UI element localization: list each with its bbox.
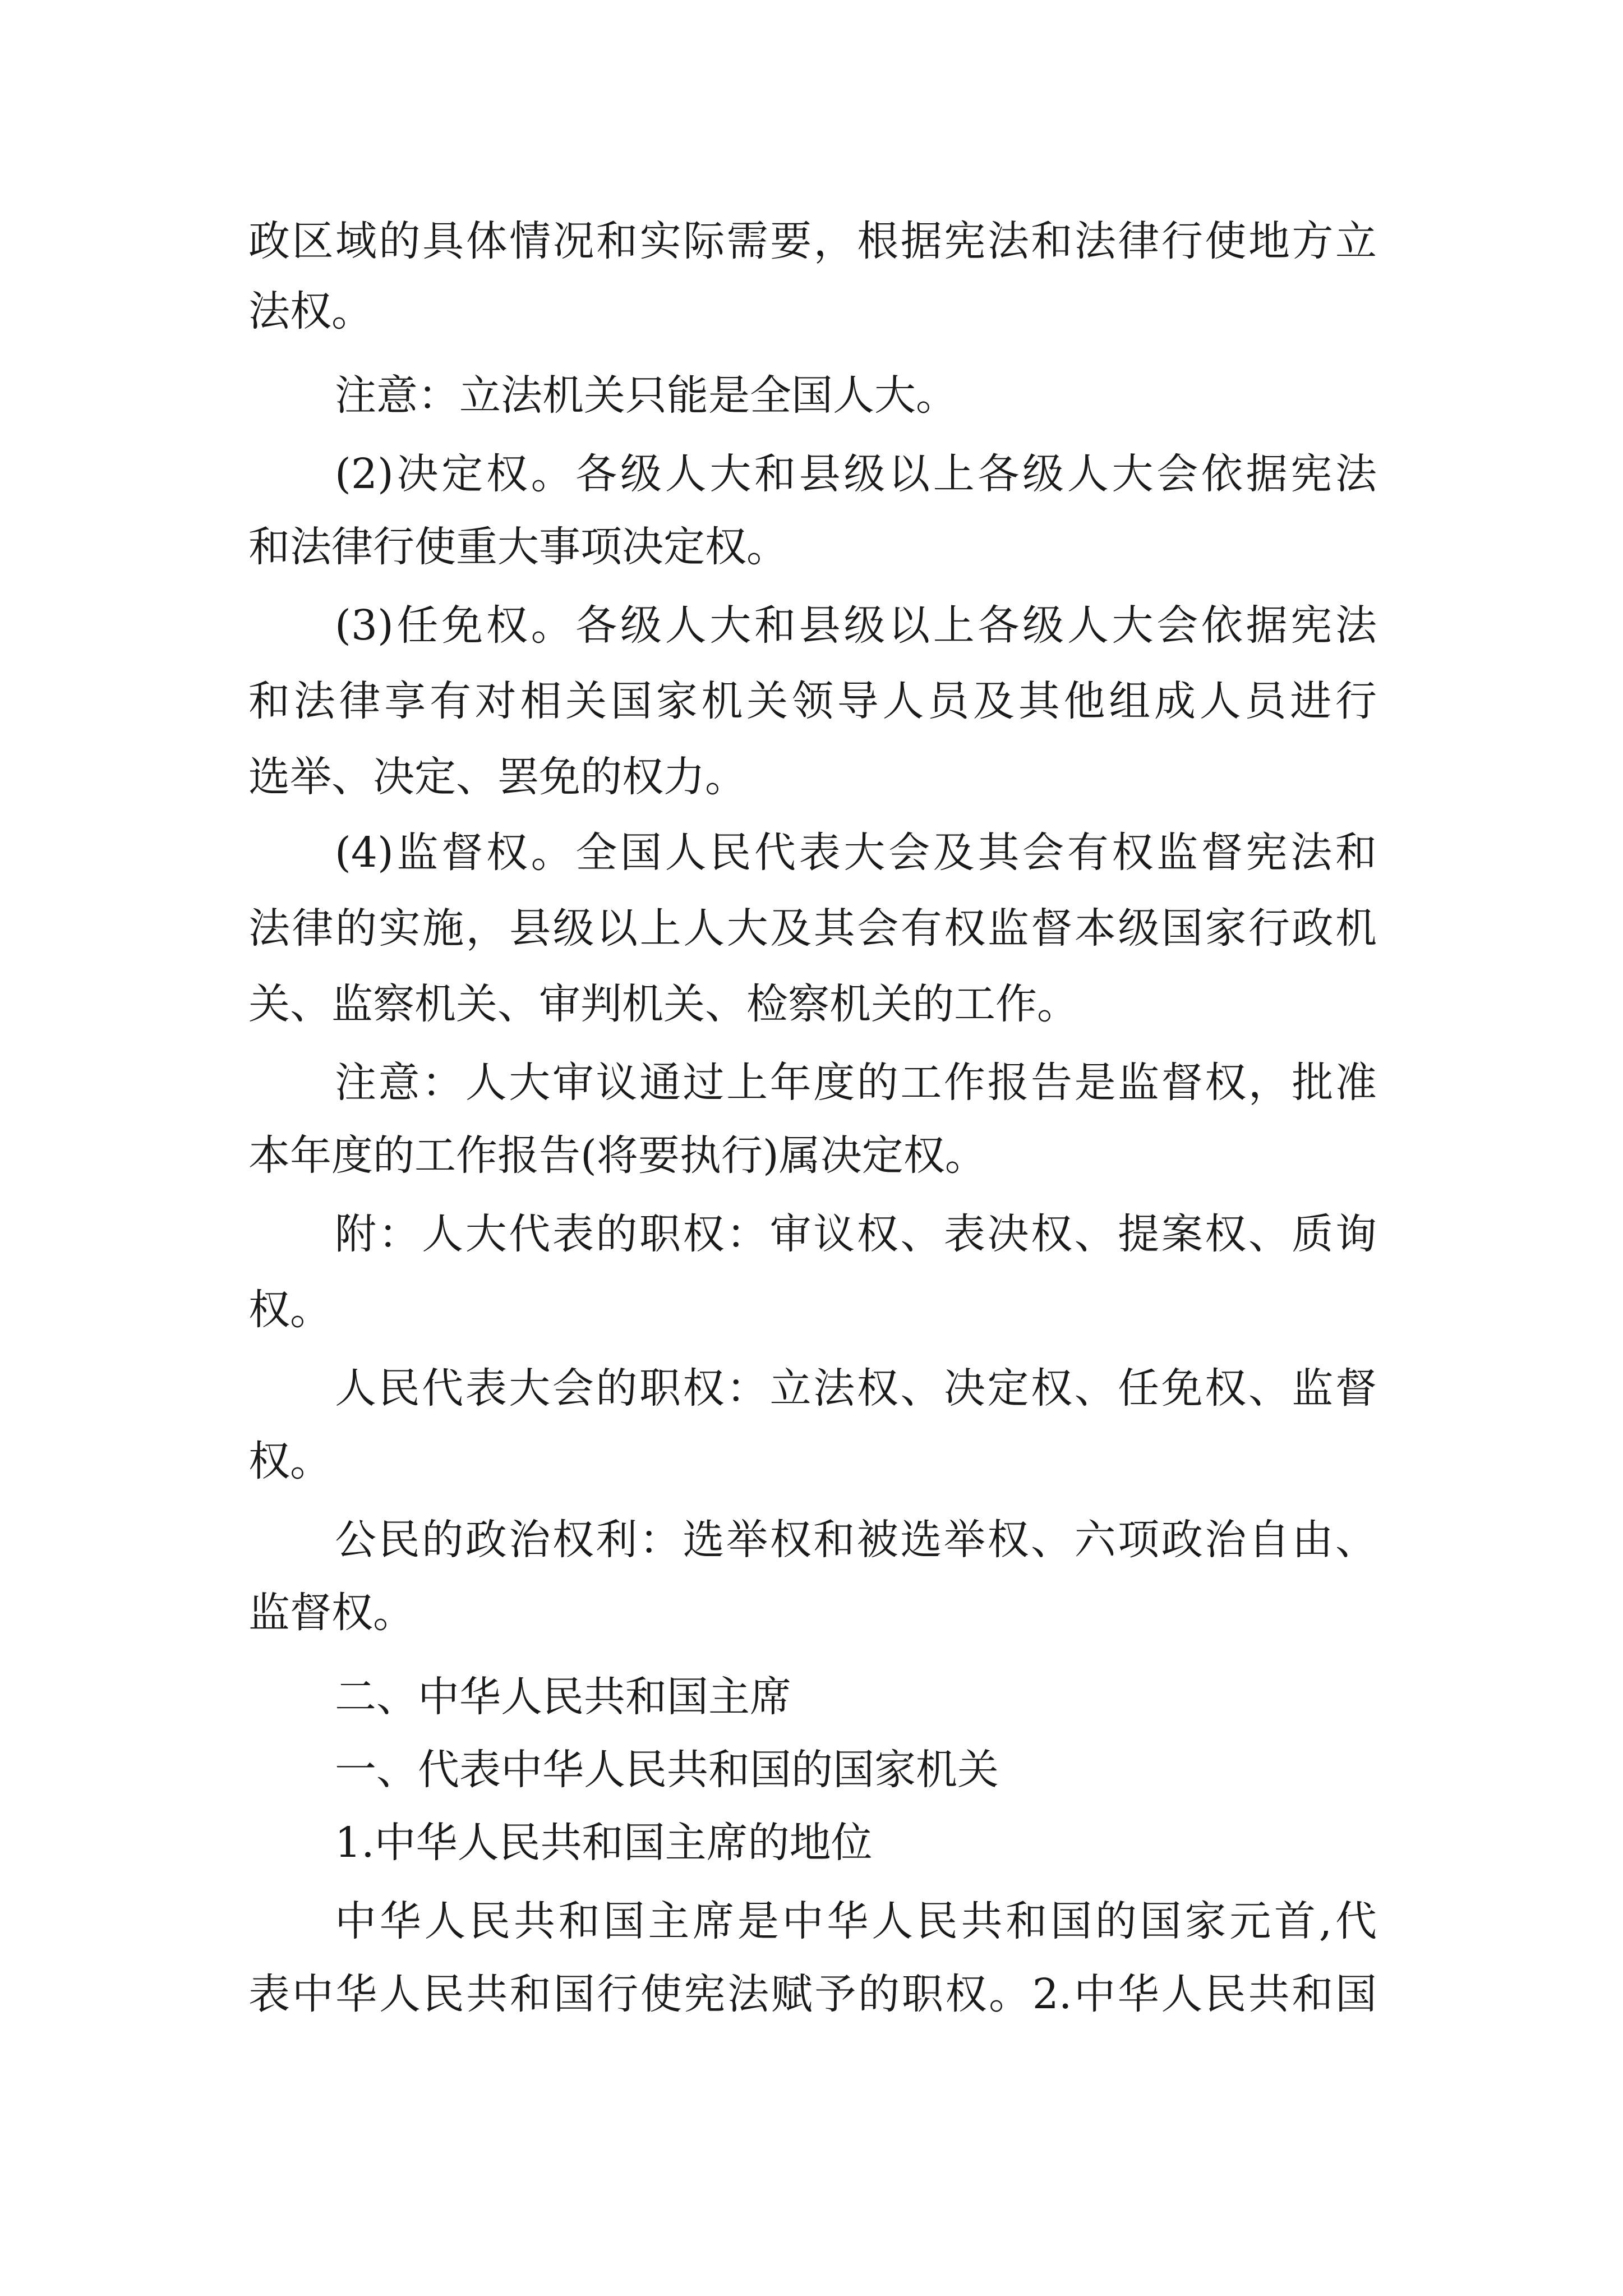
text-line-22: 1.中华人民共和国主席的地位	[335, 1819, 873, 1867]
text-line-18: 公民的政治权利：选举权和被选举权、六项政治自由、	[335, 1516, 1377, 1564]
text-line-24: 表中华人民共和国行使宪法赋予的职权。2.中华人民共和国	[248, 1970, 1377, 2018]
text-line-2: 法权。	[248, 287, 373, 335]
text-line-17: 权。	[248, 1437, 331, 1485]
text-line-15: 权。	[248, 1286, 331, 1334]
text-line-1: 政区域的具体情况和实际需要，根据宪法和法律行使地方立	[248, 217, 1377, 265]
text-line-21: 一、代表中华人民共和国的国家机关	[335, 1746, 999, 1794]
text-line-12: 注意：人大审议通过上年度的工作报告是监督权，批准	[335, 1059, 1377, 1107]
text-line-16: 人民代表大会的职权：立法权、决定权、任免权、监督	[335, 1364, 1377, 1412]
text-line-6: (3)任免权。各级人大和县级以上各级人大会依据宪法	[335, 601, 1377, 650]
text-line-11: 关、监察机关、审判机关、检察机关的工作。	[248, 980, 1078, 1028]
text-line-7: 和法律享有对相关国家机关领导人员及其他组成人员进行	[248, 677, 1377, 725]
text-line-4: (2)决定权。各级人大和县级以上各级人大会依据宪法	[335, 450, 1377, 498]
text-line-8: 选举、决定、罢免的权力。	[248, 753, 746, 801]
text-line-20: 二、中华人民共和国主席	[335, 1673, 791, 1721]
text-line-23: 中华人民共和国主席是中华人民共和国的国家元首,代	[335, 1897, 1377, 1945]
text-line-14: 附：人大代表的职权：审议权、表决权、提案权、质询	[335, 1210, 1377, 1258]
text-line-13: 本年度的工作报告(将要执行)属决定权。	[248, 1131, 986, 1180]
text-line-5: 和法律行使重大事项决定权。	[248, 523, 788, 571]
text-line-3: 注意：立法机关只能是全国人大。	[335, 371, 957, 420]
text-line-19: 监督权。	[248, 1589, 414, 1637]
text-line-9: (4)监督权。全国人民代表大会及其会有权监督宪法和	[335, 829, 1377, 877]
text-line-10: 法律的实施，县级以上人大及其会有权监督本级国家行政机	[248, 904, 1377, 953]
